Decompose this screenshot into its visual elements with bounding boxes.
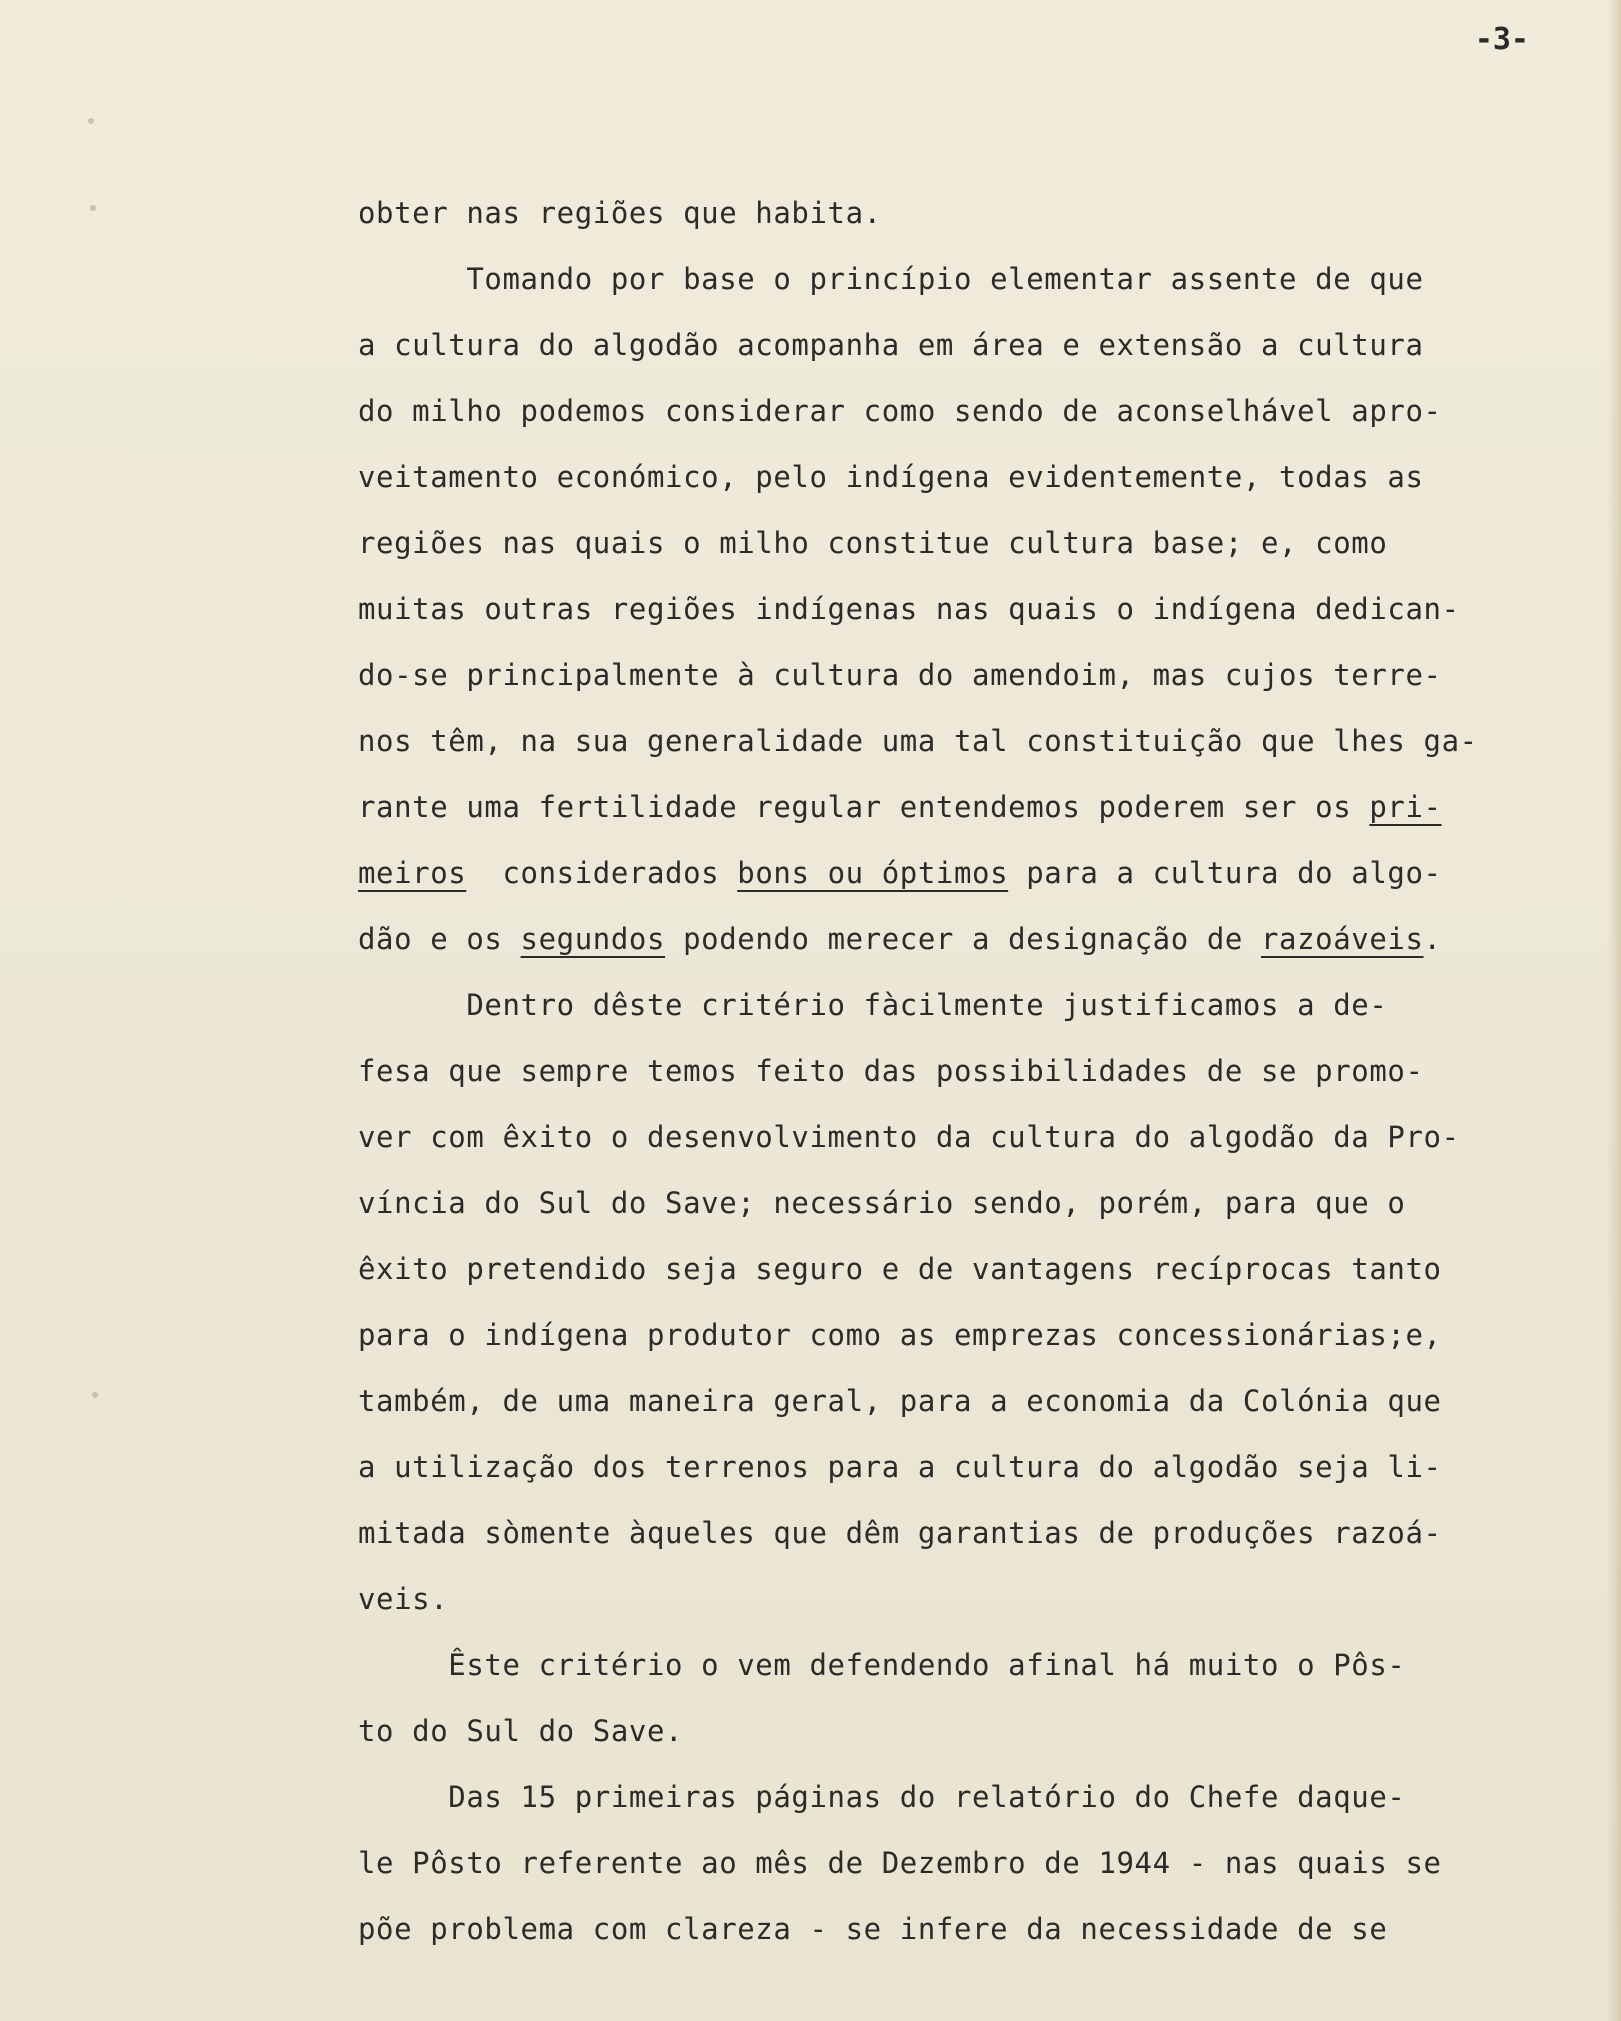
text-line: a utilização dos terrenos para a cultura do algodão seja li- [358, 1450, 1442, 1484]
underlined-word: pri- [1369, 790, 1442, 824]
text-line [358, 853, 1442, 893]
text-segment: . [1423, 922, 1442, 956]
page-number: -3- [1474, 22, 1529, 57]
text-line: também, de uma maneira geral, para a economia da Colónia que [358, 1384, 1442, 1418]
text-segment: considerados [466, 856, 738, 890]
text-line: Das 15 primeiras páginas do relatório do Chefe daque- [358, 1780, 1406, 1814]
text-line: regiões nas quais o milho constitue cultura base; e, como [358, 526, 1388, 560]
text-line: veis. [358, 1582, 449, 1616]
text-line: ver com êxito o desenvolvimento da cultura do algodão da Pro- [358, 1120, 1460, 1154]
underlined-word: segundos [520, 922, 666, 956]
text-line: Tomando por base o princípio elementar assente de que [358, 262, 1424, 296]
text-line: do milho podemos considerar como sendo de aconselhável apro- [358, 394, 1442, 428]
text-segment: para a cultura do algo- [1008, 856, 1442, 890]
text-line: nos têm, na sua generalidade uma tal constituição que lhes ga- [358, 724, 1478, 758]
text-segment: rante uma fertilidade regular entendemos poderem ser os [358, 790, 1370, 824]
text-line [358, 787, 1442, 827]
text-segment: dão e os [358, 922, 521, 956]
text-line: le Pôsto referente ao mês de Dezembro de 1944 - nas quais se [358, 1846, 1442, 1880]
text-line: êxito pretendido seja seguro e de vantagens recíprocas tanto [358, 1252, 1442, 1286]
punch-mark [88, 118, 94, 124]
text-line: muitas outras regiões indígenas nas quais o indígena dedican- [358, 592, 1460, 626]
text-line: Êste critério o vem defendendo afinal há muito o Pôs- [358, 1648, 1406, 1682]
text-line: to do Sul do Save. [358, 1714, 684, 1748]
text-line: víncia do Sul do Save; necessário sendo, porém, para que o [358, 1186, 1406, 1220]
text-line: põe problema com clareza - se infere da necessidade de se [358, 1912, 1388, 1946]
text-line: Dentro dêste critério fàcilmente justificamos a de- [358, 988, 1388, 1022]
text-line: do-se principalmente à cultura do amendoim, mas cujos terre- [358, 658, 1442, 692]
page-edge-shadow [1607, 0, 1621, 2021]
text-line: mitada sòmente àqueles que dêm garantias de produções razoá- [358, 1516, 1442, 1550]
punch-mark [90, 205, 96, 211]
underlined-word: razoáveis [1261, 922, 1424, 956]
text-line: fesa que sempre temos feito das possibilidades de se promo- [358, 1054, 1424, 1088]
underlined-phrase: bons ou óptimos [737, 856, 1009, 890]
text-line [358, 919, 1442, 959]
text-segment: podendo merecer a designação de [665, 922, 1261, 956]
text-line: veitamento económico, pelo indígena evidentemente, todas as [358, 460, 1424, 494]
text-line: obter nas regiões que habita. [358, 196, 882, 230]
underlined-word: meiros [358, 856, 467, 890]
text-line: para o indígena produtor como as emprezas concessionárias;e, [358, 1318, 1442, 1352]
text-line: a cultura do algodão acompanha em área e extensão a cultura [358, 328, 1424, 362]
punch-mark [92, 1392, 98, 1398]
